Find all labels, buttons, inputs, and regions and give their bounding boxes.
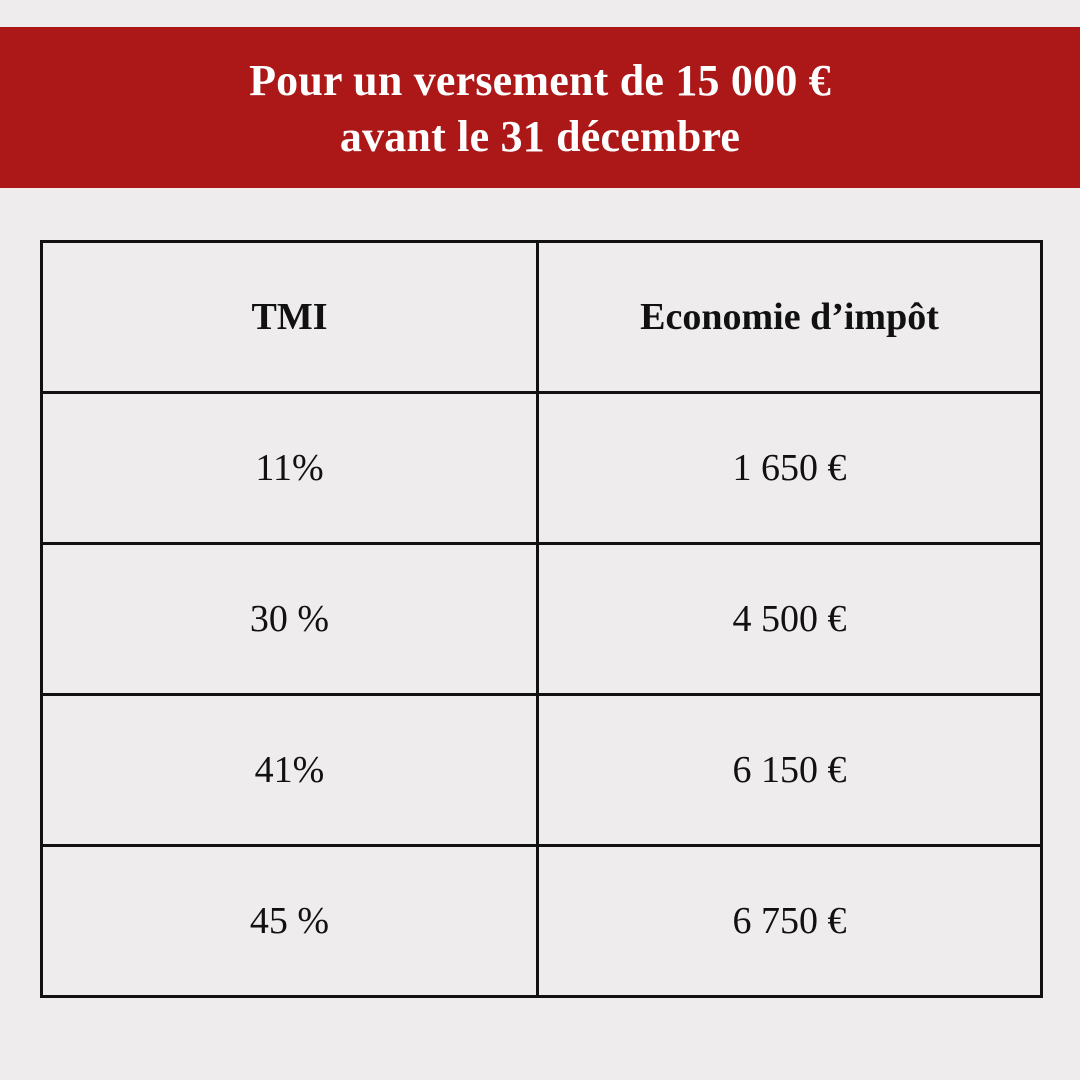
economie-cell: 4 500 € [538, 544, 1042, 695]
table-row [42, 695, 1042, 846]
table-header-row [42, 242, 1042, 393]
tmi-cell: 11% [42, 393, 538, 544]
banner-title-line-1: Pour un versement de 15 000 € [249, 56, 831, 105]
table-row [42, 393, 1042, 544]
column-header-tmi: TMI [42, 242, 538, 393]
column-header-economie: Economie d’impôt [538, 242, 1042, 393]
tmi-cell: 45 % [42, 846, 538, 997]
tax-savings-table [40, 240, 1043, 998]
banner-title-line-2: avant le 31 décembre [339, 112, 741, 161]
tmi-cell: 30 % [42, 544, 538, 695]
economie-cell: 6 150 € [538, 695, 1042, 846]
table-row [42, 846, 1042, 997]
tmi-cell: 41% [42, 695, 538, 846]
economie-cell: 1 650 € [538, 393, 1042, 544]
title-banner [0, 27, 1080, 188]
economie-cell: 6 750 € [538, 846, 1042, 997]
table-row [42, 544, 1042, 695]
